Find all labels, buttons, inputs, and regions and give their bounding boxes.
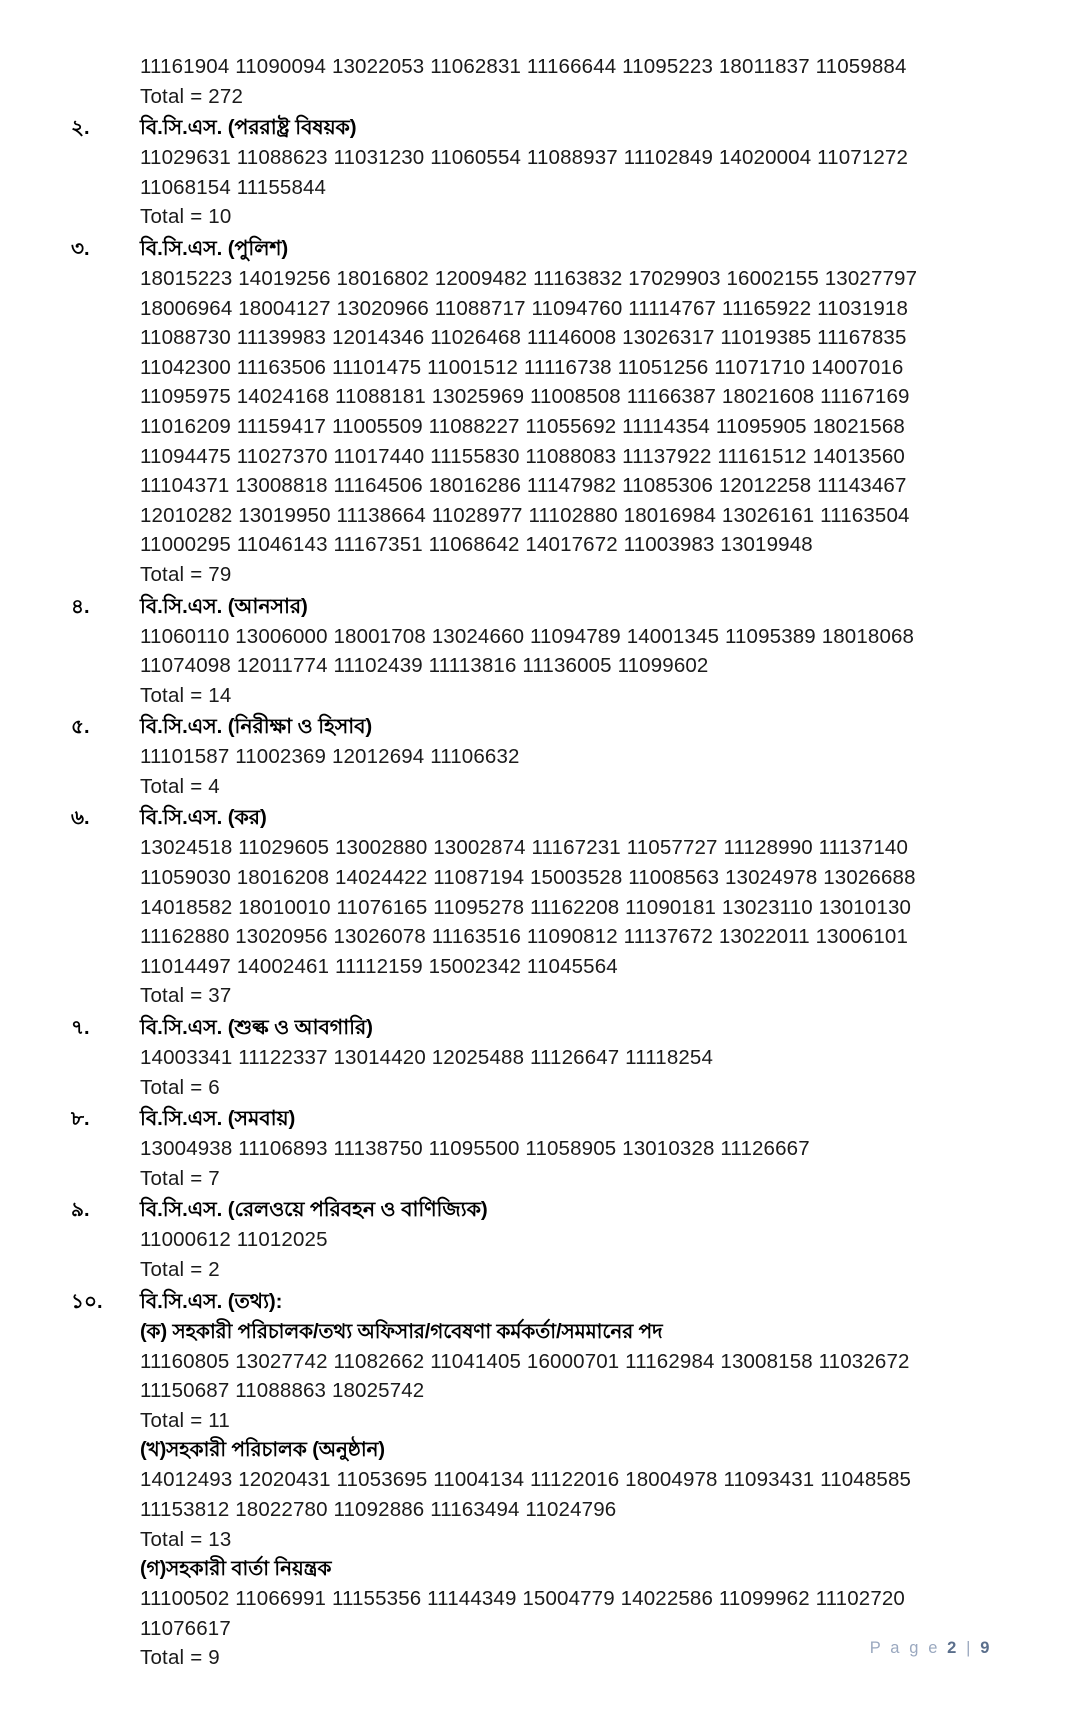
section-number: ১০. — [71, 1290, 103, 1313]
roll-number-line: 11162880 13020956 13026078 11163516 11090812 11137672 13022011 13006101 — [140, 925, 909, 949]
section-body — [140, 1134, 990, 1193]
roll-number-line: 11000295 11046143 11167351 11068642 14017672 11003983 13019948 — [140, 533, 813, 557]
total-line: Total = 7 — [140, 1166, 220, 1190]
total-line: Total = 79 — [140, 562, 232, 586]
roll-number-line: 14018582 18010010 11076165 11095278 11162208 11090181 13023110 13010130 — [140, 895, 912, 919]
roll-number-line: 14003341 11122337 13014420 12025488 11126647 11118254 — [140, 1046, 714, 1070]
bcs-cadre-section — [62, 113, 990, 232]
total-line: Total = 37 — [140, 984, 232, 1008]
section-heading-row — [62, 803, 990, 833]
roll-number-line: 11000612 11012025 — [140, 1228, 328, 1252]
roll-number-line: 11095975 14024168 11088181 13025969 11008508 11166387 18021608 11167169 — [140, 385, 910, 409]
roll-number-line: 12010282 13019950 11138664 11028977 11102880 18016984 13026161 11163504 — [140, 503, 910, 527]
section-heading-row — [62, 712, 990, 742]
total-line: Total = 11 — [140, 1408, 230, 1432]
total-line: Total = 2 — [140, 1258, 220, 1281]
total-line: Total = 9 — [140, 1646, 220, 1670]
footer-total-pages: 9 — [980, 1639, 992, 1657]
section-number: ২. — [71, 117, 90, 140]
roll-number-line: 14012493 12020431 11053695 11004134 11122016 18004978 11093431 11048585 — [140, 1468, 912, 1492]
roll-number-line: 11101587 11002369 12012694 11106632 — [140, 745, 520, 769]
roll-number-line: 11161904 11090094 13022053 11062831 11166644 11095223 18011837 11059884 — [140, 55, 907, 78]
roll-number-line: 11042300 11163506 11101475 11001512 11116738 11051256 11071710 14007016 — [140, 355, 904, 379]
subsection-title: (খ)সহকারী পরিচালক (অনুষ্ঠান) — [140, 1439, 385, 1462]
bcs-cadre-section — [62, 1013, 990, 1102]
section-title: বি.সি.এস. (তথ্য): — [140, 1289, 283, 1313]
section-number: ৭. — [71, 1017, 90, 1040]
roll-number-line: 11014497 14002461 11112159 15002342 11045564 — [140, 954, 618, 978]
roll-number-line: 11088730 11139983 12014346 11026468 11146008 13026317 11019385 11167835 — [140, 326, 907, 350]
section-body — [140, 143, 990, 232]
section-title: বি.সি.এস. (নিরীক্ষা ও হিসাব) — [140, 715, 373, 739]
roll-number-line: 11074098 12011774 11102439 11113816 11136005 11099602 — [140, 654, 709, 678]
roll-number-line: 11029631 11088623 11031230 11060554 11088937 11102849 14020004 11071272 — [140, 146, 909, 170]
bcs-cadre-section — [62, 234, 990, 590]
section-number: ৫. — [71, 716, 90, 739]
section-body — [140, 264, 990, 590]
bcs-cadre-section — [62, 1104, 990, 1193]
total-line: Total = 10 — [140, 205, 232, 229]
roll-number-line: 11076617 — [140, 1616, 231, 1640]
section-number: ৩. — [71, 237, 90, 260]
bcs-cadre-section — [62, 803, 990, 1011]
section-body — [140, 1225, 990, 1284]
section-title: বি.সি.এস. (আনসার) — [140, 594, 308, 618]
section-body — [140, 1043, 990, 1102]
roll-number-line: 13024518 11029605 13002880 13002874 11167231 11057727 11128990 11137140 — [140, 836, 909, 860]
section-title: বি.সি.এস. (কর) — [140, 806, 267, 830]
roll-number-line: 11100502 11066991 11155356 11144349 15004779 14022586 11099962 11102720 — [140, 1587, 905, 1611]
section-heading-row — [62, 592, 990, 622]
section-title: বি.সি.এস. (সমবায়) — [140, 1107, 296, 1131]
total-line: Total = 4 — [140, 774, 220, 798]
subsection-title: (গ)সহকারী বার্তা নিয়ন্ত্রক — [140, 1558, 332, 1581]
bcs-cadre-section — [62, 712, 990, 801]
total-line: Total = 272 — [140, 84, 244, 108]
total-line: Total = 6 — [140, 1075, 220, 1099]
bcs-cadre-section — [62, 1195, 990, 1284]
total-line: Total = 13 — [140, 1527, 232, 1551]
roll-number-line: 11094475 11027370 11017440 11155830 11088083 11137922 11161512 14013560 — [140, 444, 905, 468]
section-heading-row — [62, 1104, 990, 1134]
total-line: Total = 14 — [140, 683, 232, 707]
section-title: বি.সি.এস. (পুলিশ) — [140, 236, 289, 260]
roll-number-line: 11068154 11155844 — [140, 175, 327, 199]
section-body — [140, 742, 990, 801]
section-heading-row — [62, 1287, 990, 1317]
section-number: ৯. — [71, 1199, 90, 1222]
sections-list — [62, 113, 990, 1673]
section-number: ৬. — [71, 807, 90, 830]
roll-number-line: 11059030 18016208 14024422 11087194 15003528 11008563 13024978 13026688 — [140, 866, 916, 890]
footer-separator: | — [966, 1639, 974, 1657]
section-heading-row — [62, 1195, 990, 1225]
section-body — [140, 622, 990, 711]
section-body — [140, 833, 990, 1011]
roll-number-line: 11060110 13006000 18001708 13024660 11094789 14001345 11095389 18018068 — [140, 624, 915, 648]
roll-number-line: 18006964 18004127 13020966 11088717 11094760 11114767 11165922 11031918 — [140, 296, 909, 320]
section-title: বি.সি.এস. (পররাষ্ট্র বিষয়ক) — [140, 116, 357, 140]
roll-number-line: 11153812 18022780 11092886 11163494 11024796 — [140, 1497, 617, 1521]
continued-roll-block — [140, 52, 990, 111]
section-title: বি.সি.এস. (রেলওয়ে পরিবহন ও বাণিজ্যিক) — [140, 1198, 488, 1222]
bcs-cadre-section — [62, 1287, 990, 1673]
section-number: ৮. — [71, 1108, 90, 1131]
section-title: বি.সি.এস. (শুল্ক ও আবগারি) — [140, 1016, 373, 1040]
subsection-title: (ক) সহকারী পরিচালক/তথ্য অফিসার/গবেষণা কর্মকর্তা/সমমানের পদ — [140, 1320, 663, 1343]
footer-current-page: 2 — [947, 1639, 959, 1657]
footer-page-label: P a g e — [869, 1639, 940, 1657]
bcs-cadre-section — [62, 592, 990, 711]
roll-number-line: 11104371 13008818 11164506 18016286 11147982 11085306 12012258 11143467 — [140, 474, 907, 498]
roll-number-line: 11150687 11088863 18025742 — [140, 1379, 425, 1403]
section-number: ৪. — [71, 595, 90, 618]
section-heading-row — [62, 1013, 990, 1043]
roll-number-line: 11160805 13027742 11082662 11041405 16000701 11162984 13008158 11032672 — [140, 1349, 910, 1373]
section-heading-row — [62, 113, 990, 143]
roll-number-line: 13004938 11106893 11138750 11095500 11058905 13010328 11126667 — [140, 1137, 810, 1161]
roll-number-line: 11016209 11159417 11005509 11088227 11055692 11114354 11095905 18021568 — [140, 414, 905, 438]
roll-number-line: 18015223 14019256 18016802 12009482 11163832 17029903 16002155 13027797 — [140, 266, 918, 290]
section-heading-row — [62, 234, 990, 264]
section-body — [140, 1317, 990, 1673]
page-footer — [870, 1639, 992, 1658]
